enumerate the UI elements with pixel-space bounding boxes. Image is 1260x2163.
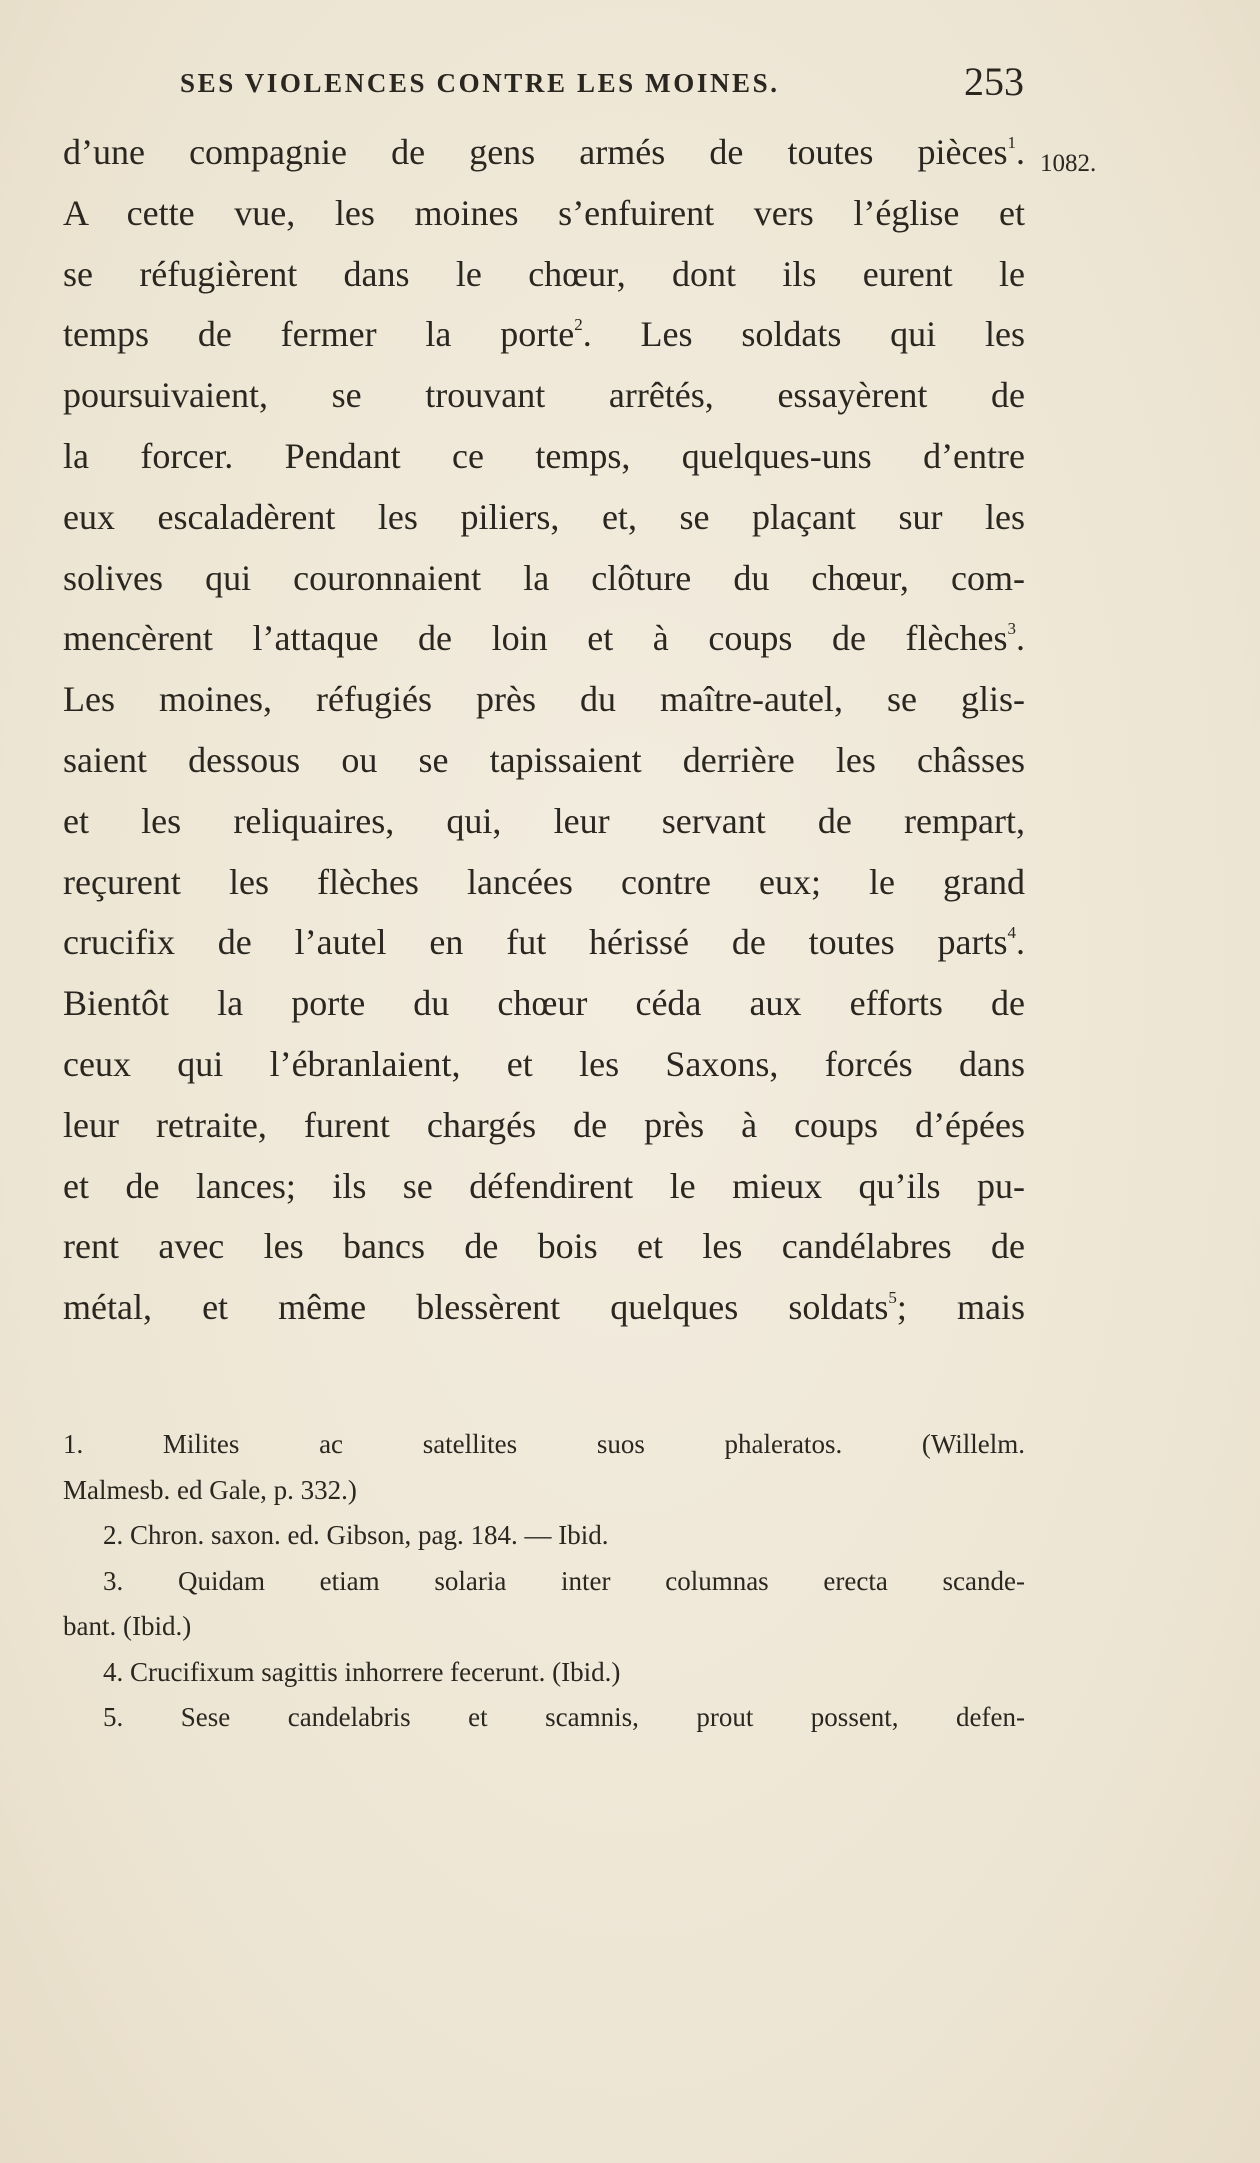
line-text: reçurent les flèches lancées contre eux; le grand [63,861,1025,902]
text-line [63,487,1025,548]
line-text: ceux qui l’ébranlaient, et les Saxons, forcés dans [63,1043,1025,1084]
text-line [63,608,1025,669]
line-text: A cette vue, les moines s’enfuirent vers l’église et [63,192,1025,233]
line-text: Bientôt la porte du chœur céda aux efforts de [63,983,1025,1024]
line-text: leur retraite, furent chargés de près à coups d’épées [63,1104,1025,1145]
text-line [63,122,1025,183]
line-text-continued: . Les soldats qui les [582,314,1025,355]
text-line [63,730,1025,791]
line-text: rent avec les bancs de bois et les candélabres de [63,1226,1025,1267]
body-text [63,122,1025,1338]
text-line [63,1095,1025,1156]
line-text: et de lances; ils se défendirent le mieux qu’ils pu- [63,1165,1025,1206]
line-text: crucifix de l’autel en fut hérissé de toutes parts [63,922,1008,963]
text-line [63,973,1025,1034]
text-line [63,1034,1025,1095]
line-text-continued: . [1016,132,1025,172]
line-text: mencèrent l’attaque de loin et à coups de flèches [63,618,1008,659]
footnote-marker: 3 [1007,619,1016,639]
footnote-line: bant. (Ibid.) [63,1611,192,1641]
line-text: eux escaladèrent les piliers, et, se plaçant sur les [63,496,1025,537]
line-text: Les moines, réfugiés près du maître-autel, se glis- [63,679,1025,720]
text-line [63,1216,1025,1277]
page-number: 253 [964,59,1024,104]
line-text: poursuivaient, se trouvant arrêtés, essayèrent de [63,375,1025,416]
footnote-line: 3. Quidam etiam solaria inter columnas erecta scande- [103,1565,1025,1596]
running-title: SES VIOLENCES CONTRE LES MOINES. [180,68,780,98]
line-text-continued: . [1016,922,1025,963]
text-line [63,304,1025,365]
line-text: solives qui couronnaient la clôture du chœur, com- [63,557,1025,598]
line-text: la forcer. Pendant ce temps, quelques-uns d’entre [63,435,1025,476]
text-line [63,1277,1025,1338]
line-text: et les reliquaires, qui, leur servant de rempart, [63,800,1025,841]
footnote-line: Malmesb. ed Gale, p. 332.) [63,1474,357,1505]
text-line [63,791,1025,852]
footnotes [63,1422,1025,1741]
footnote-marker: 4 [1007,923,1016,943]
line-text: temps de fermer la porte [63,314,575,355]
text-line [63,183,1025,244]
footnote-marker: 1 [1007,133,1016,152]
margin-year: 1082. [1040,150,1097,177]
text-line [63,365,1025,426]
running-head [180,59,1024,110]
line-text: se réfugièrent dans le chœur, dont ils eurent le [63,253,1025,294]
footnote-line: 2. Chron. saxon. ed. Gibson, pag. 184. — Ibid. [103,1520,609,1550]
line-text-continued: . [1016,618,1025,659]
text-line [63,669,1025,730]
line-text: métal, et même blessèrent quelques soldats [63,1287,889,1328]
text-line [63,912,1025,973]
footnote-marker: 5 [888,1288,897,1308]
text-line [63,244,1025,305]
footnote-marker: 2 [574,315,583,335]
footnote-line: 5. Sese candelabris et scamnis, prout possent, defen- [103,1702,1025,1732]
text-line [63,548,1025,609]
text-line [63,852,1025,913]
line-text: saient dessous ou se tapissaient derrière les châsses [63,739,1025,780]
footnote-line: 4. Crucifixum sagittis inhorrere fecerunt. (Ibid.) [103,1656,621,1687]
line-text: d’une compagnie de gens armés de toutes pièces [63,132,1008,172]
line-text-continued: ; mais [896,1287,1025,1328]
text-line [63,1156,1025,1217]
footnote-line: 1. Milites ac satellites suos phaleratos. (Willelm. [63,1429,1025,1459]
text-line [63,426,1025,487]
